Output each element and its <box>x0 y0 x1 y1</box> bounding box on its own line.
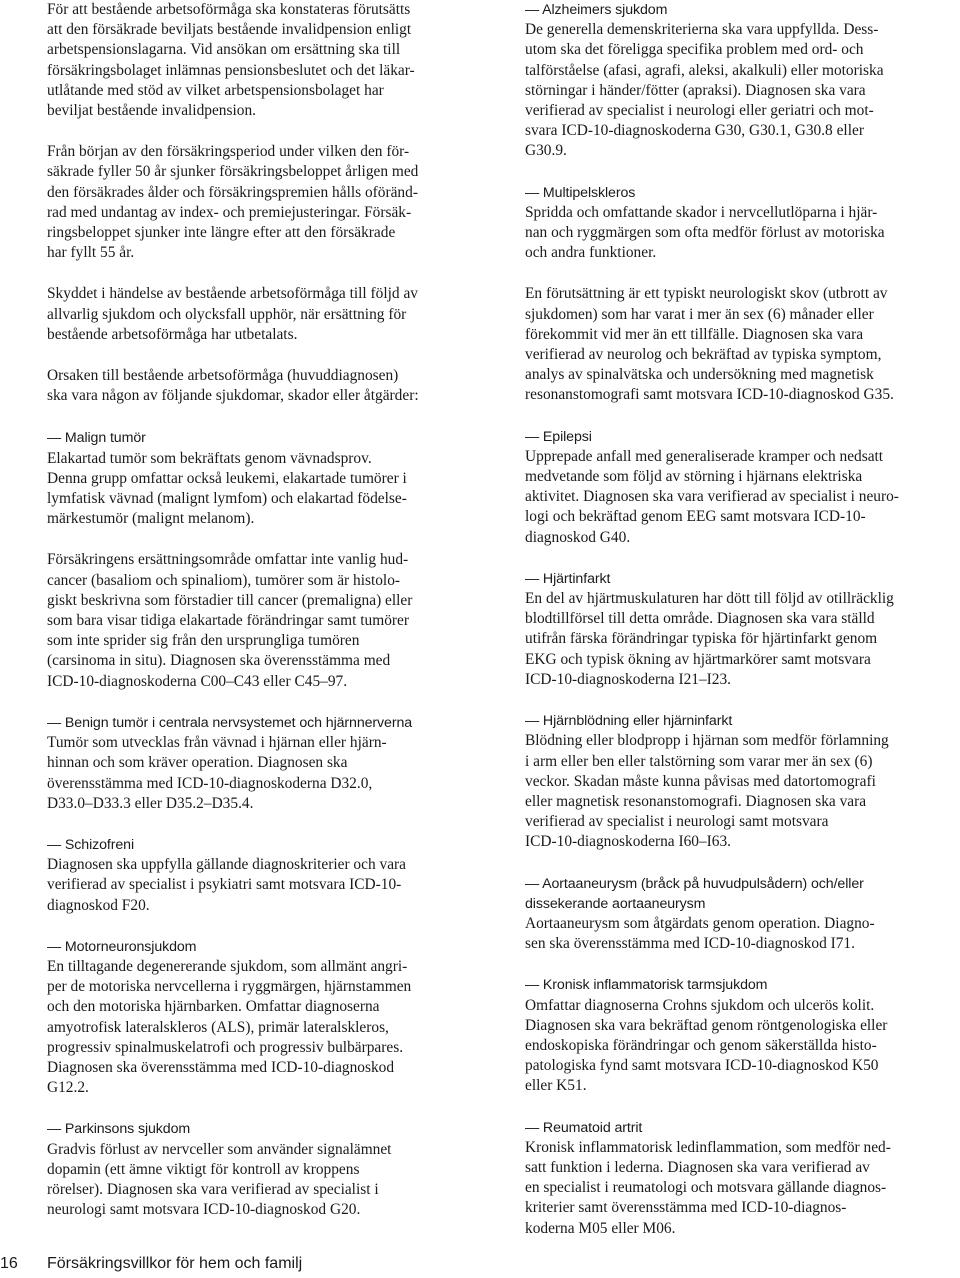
text-line: försäkringsbolaget inlämnas pensionsbeslutet och det läkar- <box>47 61 415 79</box>
schizophrenia-paragraph <box>47 855 481 916</box>
text-line: nan och ryggmärgen som ofta medför förlust av motoriska <box>525 224 885 242</box>
text-line: En del av hjärtmuskulaturen har dött till följd av otillräcklig <box>525 590 894 608</box>
text-line: utifrån färska förändringar typiska för hjärtinfarkt genom <box>525 630 878 648</box>
text-line: progressiv spinalmuskelatrofi och progressiv bulbärpares. <box>47 1038 404 1056</box>
text-line: diagnoskod G40. <box>525 528 631 546</box>
text-line: har fyllt 55 år. <box>47 244 135 262</box>
text-line: kriterier samt överensstämma med ICD-10-diagnos- <box>525 1199 847 1217</box>
text-line: Försäkringens ersättningsområde omfattar inte vanlig hud- <box>47 551 409 569</box>
text-line: Skyddet i händelse av bestående arbetsoförmåga till följd av <box>47 285 418 303</box>
heading-stroke: — Hjärnblödning eller hjärninfarkt <box>525 713 733 730</box>
text-line: eller K51. <box>525 1077 587 1095</box>
text-line: störningar i händer/fötter (apraksi). Diagnosen ska vara <box>525 81 866 99</box>
heading-heart-attack: — Hjärtinfarkt <box>525 570 611 587</box>
text-line: Gradvis förlust av nervceller som använder signalämnet <box>47 1140 392 1158</box>
text-line: eller magnetisk resonanstomografi. Diagnosen ska vara <box>525 792 867 810</box>
heading-ibd: — Kronisk inflammatorisk tarmsjukdom <box>525 977 768 994</box>
text-line: överensstämma med ICD-10-diagnoskoderna D32.0, <box>47 774 373 792</box>
text-line: D33.0–D33.3 eller D35.2–D35.4. <box>47 794 254 812</box>
text-line: aktivitet. Diagnosen ska vara verifierad av specialist i neuro- <box>525 488 899 506</box>
text-line: Orsaken till bestående arbetsoförmåga (huvuddiagnosen) <box>47 367 399 385</box>
text-line: sen ska överensstämma med ICD-10-diagnoskod I71. <box>525 935 855 953</box>
text-line: ska vara någon av följande sjukdomar, skador eller åtgärder: <box>47 387 419 405</box>
text-line: G30.9. <box>525 142 567 160</box>
parkinsons-paragraph <box>47 1140 481 1221</box>
text-line: i arm eller ben eller talstörning som varar mer än sex (6) <box>525 752 873 770</box>
right-column <box>525 0 957 1239</box>
text-line: G12.2. <box>47 1079 89 1097</box>
page-number: 16 <box>0 1255 18 1272</box>
text-line: Omfattar diagnoserna Crohns sjukdom och ulcerös kolit. <box>525 996 875 1014</box>
left-column <box>47 0 481 1220</box>
text-line: resonanstomografi samt motsvara ICD-10-diagnoskod G35. <box>525 386 894 404</box>
text-line: medvetande som följd av störning i hjärnans elektriska <box>525 468 863 486</box>
ms-paragraph-2 <box>525 284 957 405</box>
text-line: Upprepade anfall med generaliserade kramper och nedsatt <box>525 447 884 465</box>
text-line: Denna grupp omfattar också leukemi, elakartade tumörer i <box>47 469 407 487</box>
text-line: som inte sprider sig från den ursprungliga tumören <box>47 632 360 650</box>
text-line: rörelser). Diagnosen ska vara verifierad av specialist i <box>47 1180 379 1198</box>
text-line: per de motoriska nervcellerna i ryggmärgen, hjärnstammen <box>47 978 412 996</box>
text-line: arbetspensionslagarna. Vid ansökan om ersättning ska till <box>47 41 401 59</box>
malign-paragraph-1 <box>47 449 481 530</box>
text-line: och den motoriska hjärnbarken. Omfattar diagnoserna <box>47 998 380 1016</box>
text-line: En tilltagande degenererande sjukdom, som allmänt angri- <box>47 957 408 975</box>
ms-paragraph-1 <box>525 203 957 264</box>
text-line: rad med undantag av index- och premiejusteringar. Försäk- <box>47 203 412 221</box>
heading-epilepsy: — Epilepsi <box>525 428 592 445</box>
text-line: blodtillförsel till detta område. Diagnosen ska vara ställd <box>525 610 875 628</box>
text-line: verifierad av specialist i psykiatri samt motsvara ICD-10- <box>47 876 402 894</box>
text-line: koderna M05 eller M06. <box>525 1219 676 1237</box>
intro-paragraph-4 <box>47 366 481 406</box>
intro-paragraph-2 <box>47 142 481 263</box>
text-line: allvarlig sjukdom och olycksfall upphör, när ersättning för <box>47 305 407 323</box>
text-line: bestående arbetsoförmåga har utbetalats. <box>47 325 298 343</box>
text-line: Från början av den försäkringsperiod under vilken den för- <box>47 143 410 161</box>
text-line: cancer (basaliom och spinaliom), tumörer som är histolo- <box>47 571 401 589</box>
heading-multiple-sclerosis: — Multipelskleros <box>525 184 636 201</box>
benign-paragraph <box>47 733 481 814</box>
intro-paragraph-3 <box>47 284 481 345</box>
text-line: verifierad av specialist i neurologi eller geriatri och mot- <box>525 102 874 120</box>
text-line: För att bestående arbetsoförmåga ska konstateras förutsätts <box>47 1 411 18</box>
text-line: satt funktion i lederna. Diagnosen ska vara verifierad av <box>525 1158 870 1176</box>
heading-alzheimers: — Alzheimers sjukdom <box>525 2 668 18</box>
text-line: Diagnosen ska vara bekräftad genom röntgenologiska eller <box>525 1016 888 1034</box>
text-line: utlåtande med stöd av vilket arbetspensionsbolaget har <box>47 81 384 99</box>
text-line: EKG och typisk ökning av hjärtmarkörer samt motsvara <box>525 650 871 668</box>
heading-rheumatoid-arthritis: — Reumatoid artrit <box>525 1119 643 1136</box>
text-line: Blödning eller blodpropp i hjärnan som medför förlamning <box>525 732 889 750</box>
text-line: hinnan och som kräver operation. Diagnosen ska <box>47 754 348 772</box>
text-line: Spridda och omfattande skador i nervcellutlöparna i hjär- <box>525 203 878 221</box>
ibd-paragraph <box>525 996 957 1097</box>
text-line: Diagnosen ska överensstämma med ICD-10-diagnoskod <box>47 1058 395 1076</box>
text-line: ICD-10-diagnoskoderna I60–I63. <box>525 833 732 851</box>
heart-attack-paragraph <box>525 589 957 690</box>
aortic-aneurysm-paragraph <box>525 914 957 954</box>
text-line: endoskopiska förändringar och genom säkerställda histo- <box>525 1036 877 1054</box>
text-line: En förutsättning är ett typiskt neurologiskt skov (utbrott av <box>525 285 888 303</box>
text-line: ringsbeloppet sjunker inte längre efter att den försäkrade <box>47 224 396 242</box>
text-line: neurologi samt motsvara ICD-10-diagnoskod G20. <box>47 1201 361 1219</box>
text-line: svara ICD-10-diagnoskoderna G30, G30.1, G30.8 eller <box>525 122 864 140</box>
alzheimers-paragraph <box>525 20 957 161</box>
text-line: verifierad av neurolog och bekräftad av typiska symptom, <box>525 346 882 364</box>
text-line: — Aortaaneurysm (bråck på huvudpulsådern) och/eller <box>525 875 864 892</box>
text-line: utom ska det föreligga specifika problem med ord- och <box>525 41 864 59</box>
text-line: analys av spinalvätska och undersökning med magnetisk <box>525 366 874 384</box>
text-line: lymfatisk vävnad (malignt lymfom) och elakartad födelse- <box>47 490 407 508</box>
heading-motor-neuron: — Motorneuronsjukdom <box>47 938 197 955</box>
text-line: patologiska fynd samt motsvara ICD-10-diagnoskod K50 <box>525 1057 879 1075</box>
text-line: förekommit vid mer än ett tillfälle. Diagnosen ska vara <box>525 325 864 343</box>
heading-malign-tumor: — Malign tumör <box>47 430 146 447</box>
heading-aortic-aneurysm <box>525 874 957 914</box>
text-line: talförståelse (afasi, agrafi, aleksi, akalkuli) eller motoriska <box>525 61 884 79</box>
text-line: Tumör som utvecklas från vävnad i hjärnan eller hjärn- <box>47 734 387 752</box>
text-line: och andra funktioner. <box>525 244 657 262</box>
text-line: De generella demenskriterierna ska vara uppfyllda. Dess- <box>525 21 879 39</box>
heading-schizophrenia: — Schizofreni <box>47 836 135 853</box>
text-line: ICD-10-diagnoskoderna I21–I23. <box>525 670 732 688</box>
text-line: sjukdomen) som har varat i mer än sex (6) månader eller <box>525 305 874 323</box>
intro-paragraph-1 <box>47 0 481 121</box>
page-footer <box>0 1242 960 1278</box>
rheumatoid-arthritis-paragraph <box>525 1138 957 1239</box>
heading-parkinsons: — Parkinsons sjukdom <box>47 1121 191 1138</box>
text-line: amyotrofisk lateralskleros (ALS), primär lateralskleros, <box>47 1018 389 1036</box>
text-line: beviljat bestående invalidpension. <box>47 102 256 120</box>
text-line: dissekerande aortaaneurysm <box>525 895 706 912</box>
text-line: en specialist i reumatologi och motsvara gällande diagnos- <box>525 1179 887 1197</box>
text-line: Elakartad tumör som bekräftats genom vävnadsprov. <box>47 449 372 467</box>
malign-paragraph-2 <box>47 550 481 691</box>
text-line: verifierad av specialist i neurologi samt motsvara <box>525 813 829 831</box>
text-line: den försäkrades ålder och försäkringspremien hålls oföränd- <box>47 183 418 201</box>
text-line: logi och bekräftad genom EEG samt motsvara ICD-10- <box>525 508 866 526</box>
text-line: Diagnosen ska uppfylla gällande diagnoskriterier och vara <box>47 856 406 874</box>
heading-benign-tumor: — Benign tumör i centrala nervsystemet och hjärnnerverna <box>47 714 413 731</box>
text-line: som bara visar tidiga elakartade förändringar samt tumörer <box>47 612 409 630</box>
text-line: att den försäkrade beviljats bestående invalidpension enligt <box>47 21 412 39</box>
text-line: (carsinoma in situ). Diagnosen ska överensstämma med <box>47 652 391 670</box>
text-line: dopamin (ett ämne viktigt för kontroll av kroppens <box>47 1160 360 1178</box>
text-line: giskt beskrivna som förstadier till cancer (premaligna) eller <box>47 591 413 609</box>
footer-title: Försäkringsvillkor för hem och familj <box>47 1255 303 1272</box>
text-line: Kronisk inflammatorisk ledinflammation, som medför ned- <box>525 1138 891 1156</box>
motor-neuron-paragraph <box>47 957 481 1098</box>
text-line: diagnoskod F20. <box>47 896 150 914</box>
text-line: ICD-10-diagnoskoderna C00–C43 eller C45–97. <box>47 672 348 690</box>
epilepsy-paragraph <box>525 447 957 548</box>
text-line: veckor. Skadan måste kunna påvisas med datortomografi <box>525 772 876 790</box>
text-line: Aortaaneurysm som åtgärdats genom operation. Diagno- <box>525 914 875 932</box>
text-line: säkrade fyller 50 år sjunker försäkringsbeloppet årligen med <box>47 163 419 181</box>
stroke-paragraph <box>525 731 957 852</box>
text-line: märkestumör (malignt melanom). <box>47 510 255 528</box>
